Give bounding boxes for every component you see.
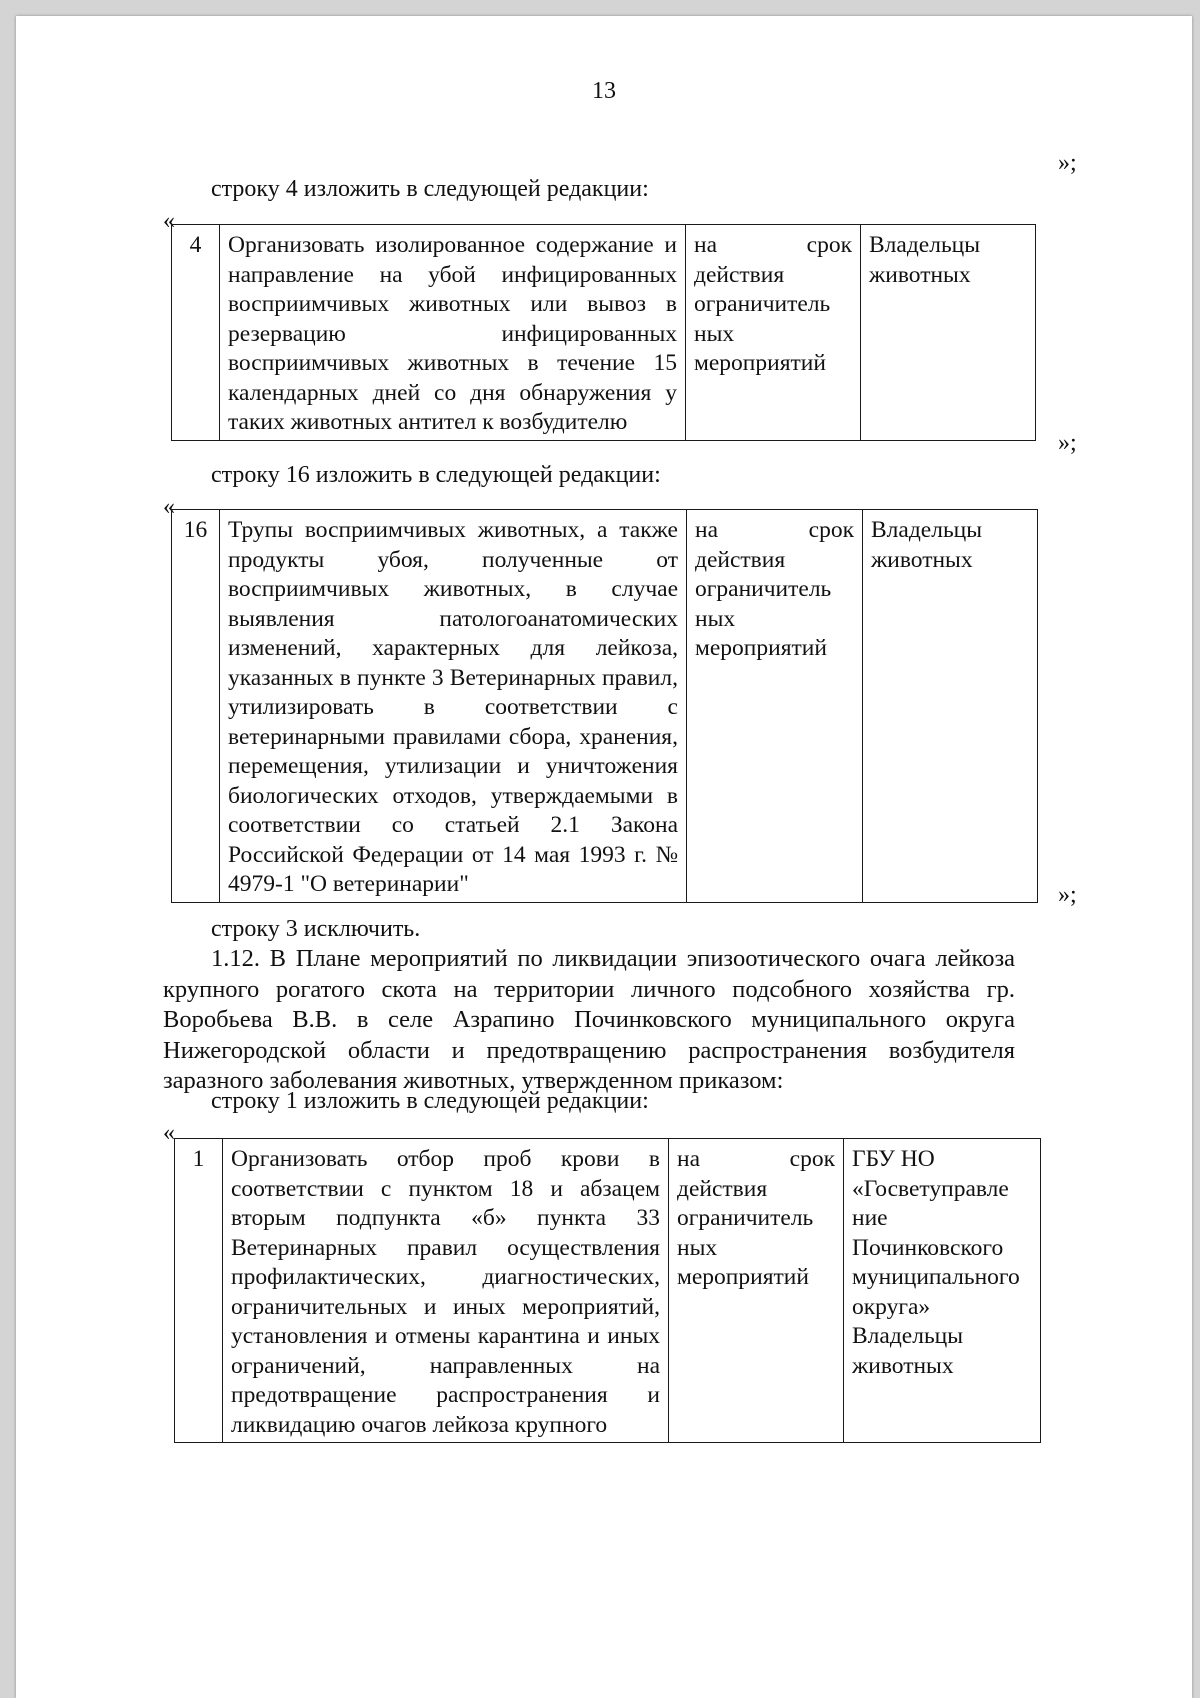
table-row-4	[171, 224, 1036, 441]
exclude-row-3: строку 3 исключить.	[211, 916, 421, 942]
row-4-number: 4	[172, 225, 220, 441]
opening-quote: «	[163, 1120, 175, 1146]
intro-row-16: строку 16 изложить в следующей редакции:	[211, 462, 661, 488]
row-16-responsible: Владельцы животных	[863, 510, 1038, 903]
row-1-measure: Организовать отбор проб крови в соответствии с пунктом 18 и абзацем вторым подпункта «б» пункта 33 Ветеринарных правил осуществления профилактических, диагностических, ограничительных и иных мероприятий, установления и отмены карантина и иных ограничений, направленных на предотвращение распространения и ликвидацию очагов лейкоза крупного	[223, 1139, 669, 1443]
row-4-measure: Организовать изолированное содержание и направление на убой инфицированных восприимчивых животных или вывоз в резервацию инфицированных восприимчивых животных в течение 15 календарных дней со дня обнаружения у таких животных антител к возбудителю	[220, 225, 686, 441]
row-16-number: 16	[172, 510, 220, 903]
table-row-16	[171, 509, 1038, 903]
intro-row-4: строку 4 изложить в следующей редакции:	[211, 176, 649, 202]
closing-quote: »;	[1058, 150, 1077, 176]
section-1-12: 1.12. В Плане мероприятий по ликвидации эпизоотического очага лейкоза крупного рогатого скота на территории личного подсобного хозяйства гр. Воробьева В.В. в селе Азрапино Починковского муниципального округа Нижегородской области и предотвращению распространения возбудителя заразного заболевания животных, утвержденном приказом:	[163, 945, 1015, 1094]
closing-quote: »;	[1058, 882, 1077, 908]
row-1-responsible-org: ГБУ НО «Госветуправле ние Починковского муниципального округа»	[852, 1146, 1020, 1320]
row-1-number: 1	[175, 1139, 223, 1443]
row-1-responsible	[844, 1139, 1041, 1443]
row-1-responsible-owner: Владельцы животных	[852, 1323, 964, 1379]
row-16-term: на срок действия ограничитель ных мероприятий	[687, 510, 863, 903]
intro-row-1: строку 1 изложить в следующей редакции:	[211, 1088, 649, 1114]
table-row-1	[174, 1138, 1041, 1443]
opening-quote: «	[163, 208, 175, 234]
row-1-term: на срок действия ограничитель ных мероприятий	[669, 1139, 844, 1443]
opening-quote: «	[163, 494, 175, 520]
row-4-responsible: Владельцы животных	[861, 225, 1036, 441]
closing-quote: »;	[1058, 430, 1077, 456]
document-page	[16, 16, 1192, 1698]
row-4-term: на срок действия ограничитель ных мероприятий	[686, 225, 861, 441]
page-number: 13	[592, 78, 616, 104]
row-16-measure: Трупы восприимчивых животных, а также продукты убоя, полученные от восприимчивых животных, в случае выявления патологоанатомических изменений, характерных для лейкоза, указанных в пункте 3 Ветеринарных правил, утилизировать в соответствии с ветеринарными правилами сбора, хранения, перемещения, утилизации и уничтожения биологических отходов, утверждаемыми в соответствии со статьей 2.1 Закона Российской Федерации от 14 мая 1993 г. № 4979-1 "О ветеринарии"	[220, 510, 687, 903]
